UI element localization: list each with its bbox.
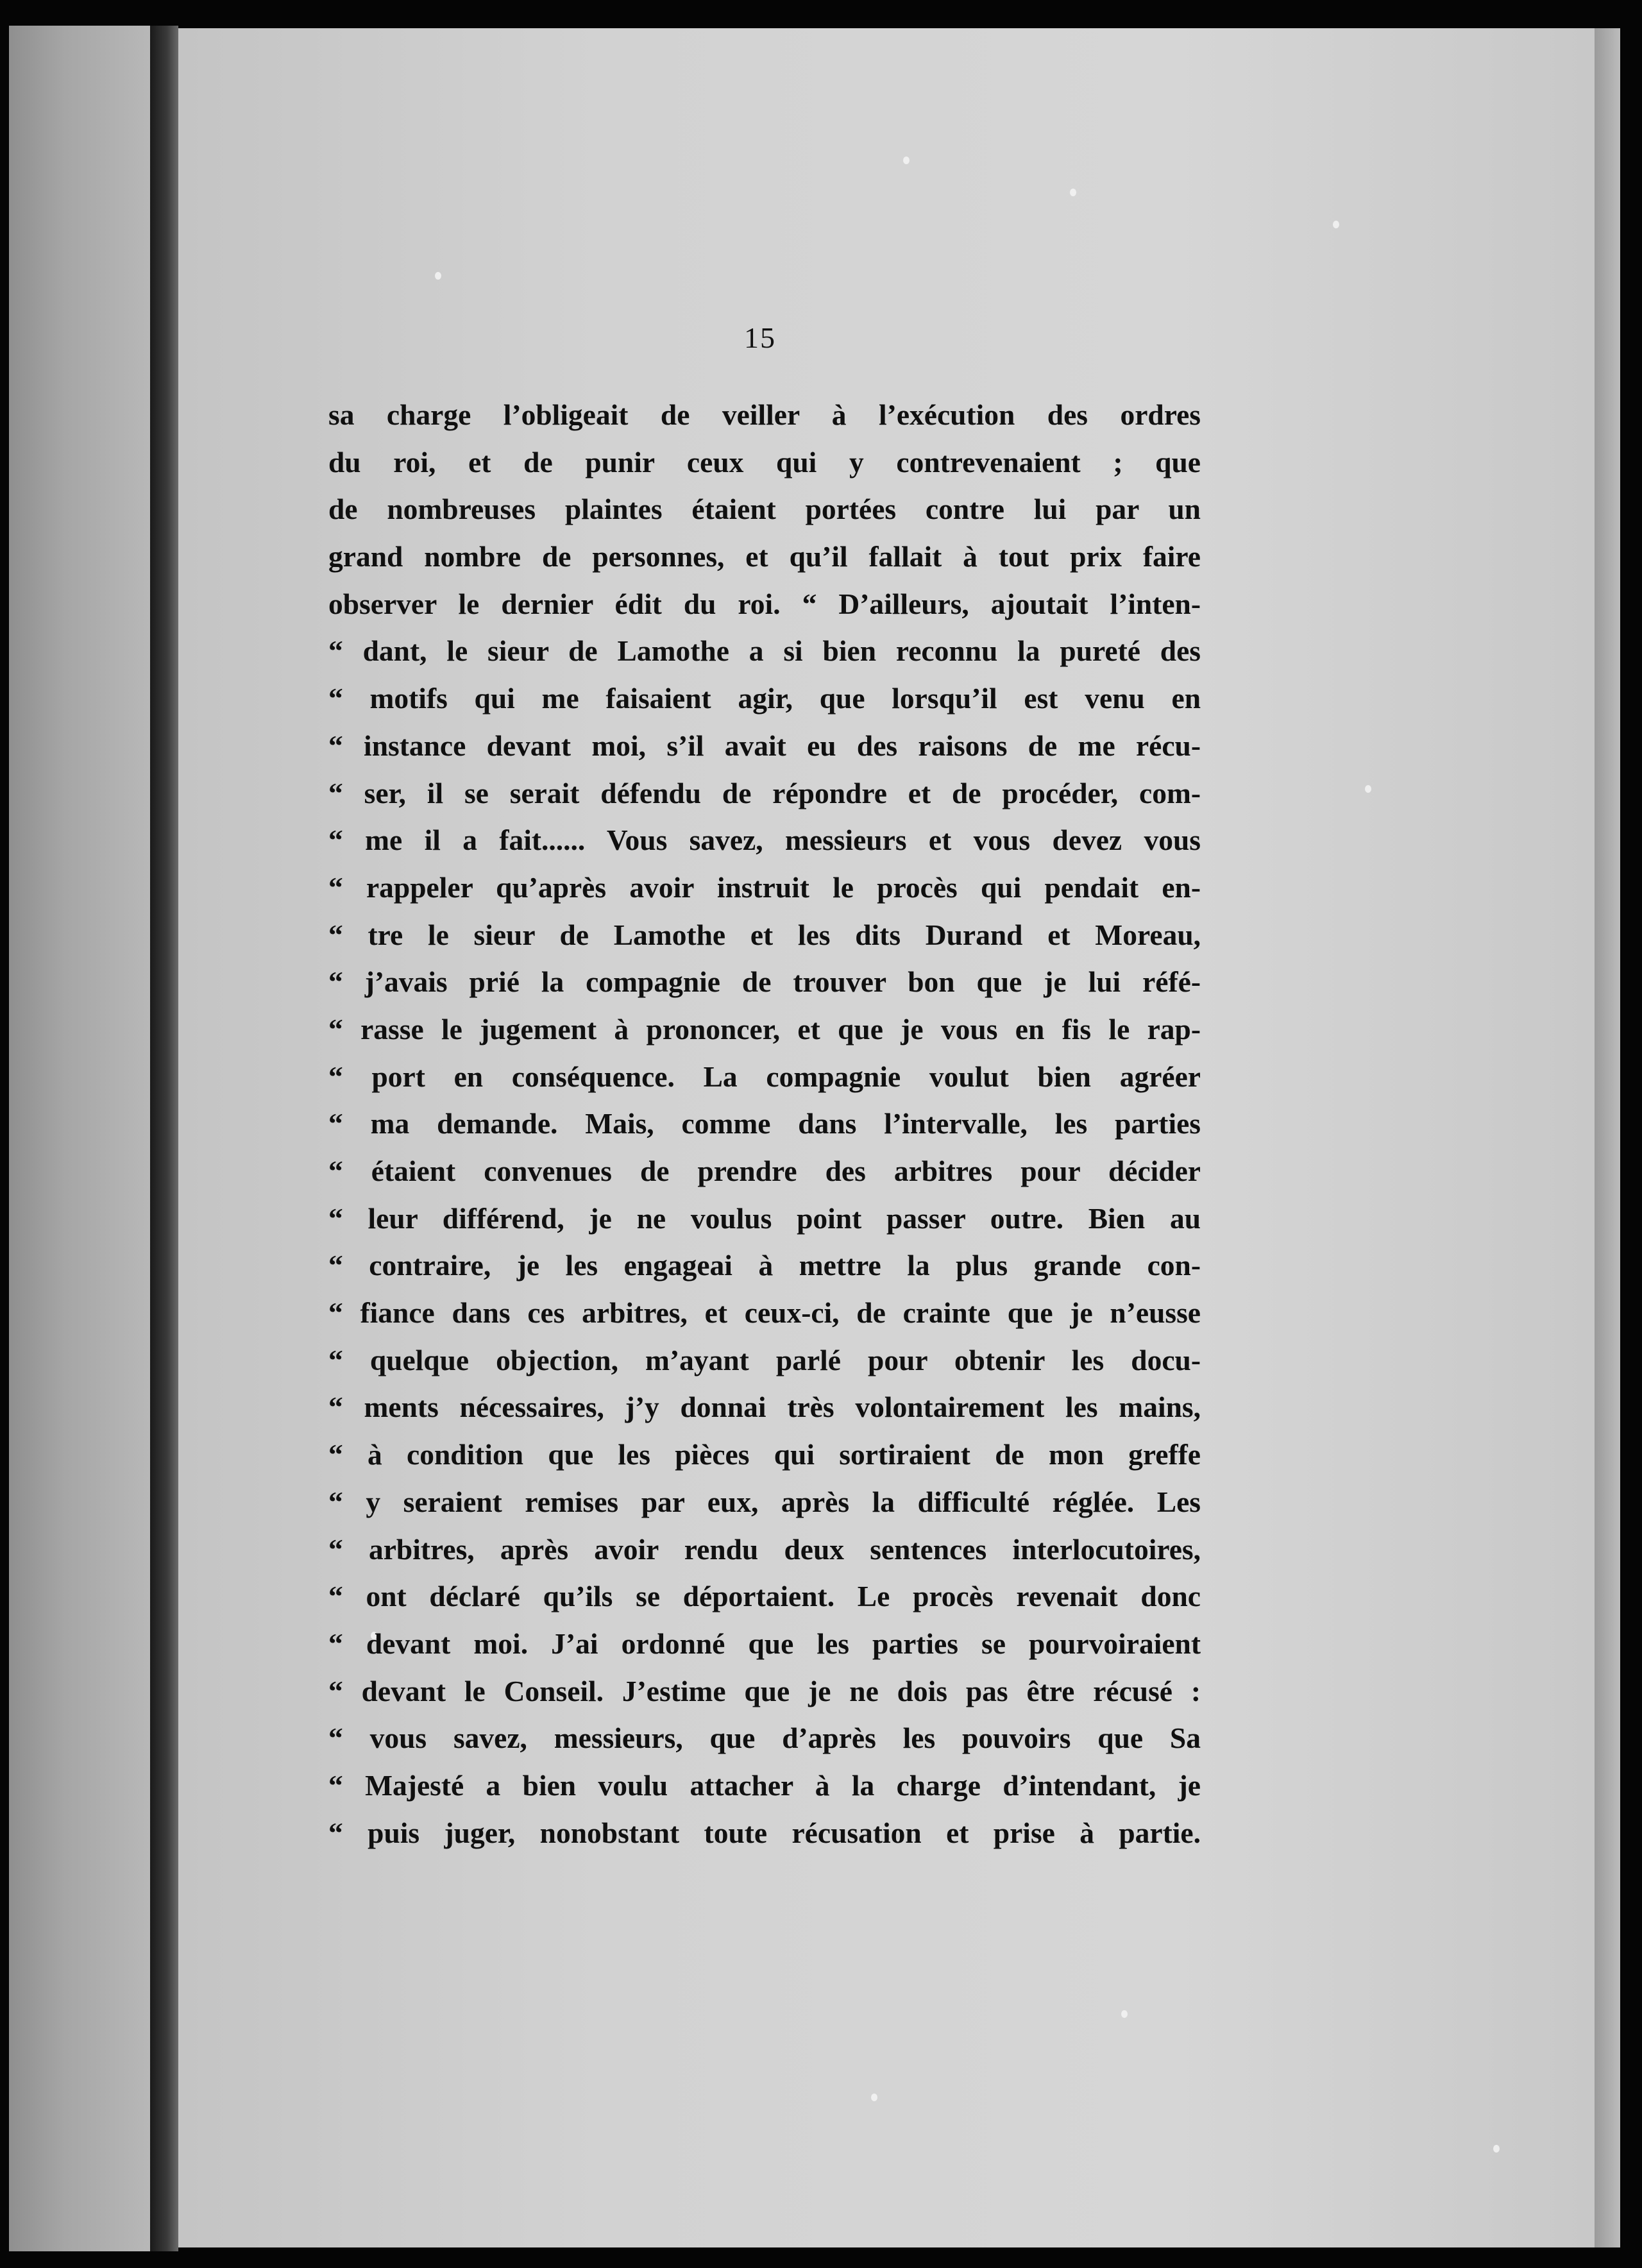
text-line: “ port en conséquence. La compagnie voulut bien agréer [328,1060,1201,1093]
paper-speck [903,157,910,164]
text-line: “ contraire, je les engageai à mettre la plus grande con- [328,1249,1201,1282]
text-line: “ rappeler qu’après avoir instruit le procès qui pendait en- [328,870,1201,904]
paper-speck [1365,785,1371,793]
text-line: “ rasse le jugement à prononcer, et que je vous en fis le rap- [328,1012,1201,1045]
text-line: “ dant, le sieur de Lamothe a si bien reconnu la pureté des [328,634,1201,668]
paper-speck [1070,189,1076,196]
text-line: “ quelque objection, m’ayant parlé pour obtenir les docu- [328,1343,1201,1376]
text-line: “ ments nécessaires, j’y donnai très volontairement les mains, [328,1391,1201,1424]
paper-speck [871,2094,877,2101]
text-line: “ arbitres, après avoir rendu deux sentences interlocutoires, [328,1532,1201,1566]
text-line: “ vous savez, messieurs, que d’après les pouvoirs que Sa [328,1722,1201,1755]
text-line: “ motifs qui me faisaient agir, que lorsqu’il est venu en [328,682,1201,715]
text-line: “ me il a fait...... Vous savez, messieurs et vous devez vous [328,824,1201,857]
text-line: “ devant le Conseil. J’estime que je ne dois pas être récusé : [328,1674,1201,1707]
paper-speck [435,272,441,280]
text-line: de nombreuses plaintes étaient portées contre lui par un [328,493,1201,526]
text-line: “ j’avais prié la compagnie de trouver bon que je lui réfé- [328,965,1201,999]
text-line: sa charge l’obligeait de veiller à l’exécution des ordres [328,398,1201,431]
page-number: 15 [744,321,776,354]
page-right-edge [1595,28,1620,2247]
text-line: “ Majesté a bien voulu attacher à la charge d’intendant, je [328,1768,1201,1802]
text-line: grand nombre de personnes, et qu’il fallait à tout prix faire [328,540,1201,573]
text-line: “ devant moi. J’ai ordonné que les parties se pourvoiraient [328,1627,1201,1660]
text-line: “ leur différend, je ne voulus point passer outre. Bien au [328,1201,1201,1235]
text-line: “ fiance dans ces arbitres, et ceux-ci, de crainte que je n’eusse [328,1296,1201,1330]
text-line: “ ma demande. Mais, comme dans l’intervalle, les parties [328,1107,1201,1140]
book-spine-shadow [150,26,178,2251]
paper-speck [1121,2010,1128,2018]
text-line: observer le dernier édit du roi. “ D’ailleurs, ajoutait l’inten- [328,587,1201,620]
facing-page-edge [9,26,150,2251]
body-text [328,391,1201,1856]
text-line: “ ser, il se serait défendu de répondre et de procéder, com- [328,776,1201,809]
paper-speck [1333,221,1339,228]
text-line: “ y seraient remises par eux, après la difficulté réglée. Les [328,1485,1201,1518]
text-line: “ à condition que les pièces qui sortiraient de mon greffe [328,1438,1201,1471]
text-line: “ instance devant moi, s’il avait eu des raisons de me récu- [328,729,1201,762]
text-line: “ étaient convenues de prendre des arbitres pour décider [328,1155,1201,1187]
text-line: “ ont déclaré qu’ils se déportaient. Le procès revenait donc [328,1580,1201,1613]
text-line: “ puis juger, nonobstant toute récusation et prise à partie. [328,1816,1201,1849]
text-line: “ tre le sieur de Lamothe et les dits Durand et Moreau, [328,918,1201,951]
paper-speck [1493,2145,1500,2153]
text-line: du roi, et de punir ceux qui y contrevenaient ; que [328,445,1201,478]
